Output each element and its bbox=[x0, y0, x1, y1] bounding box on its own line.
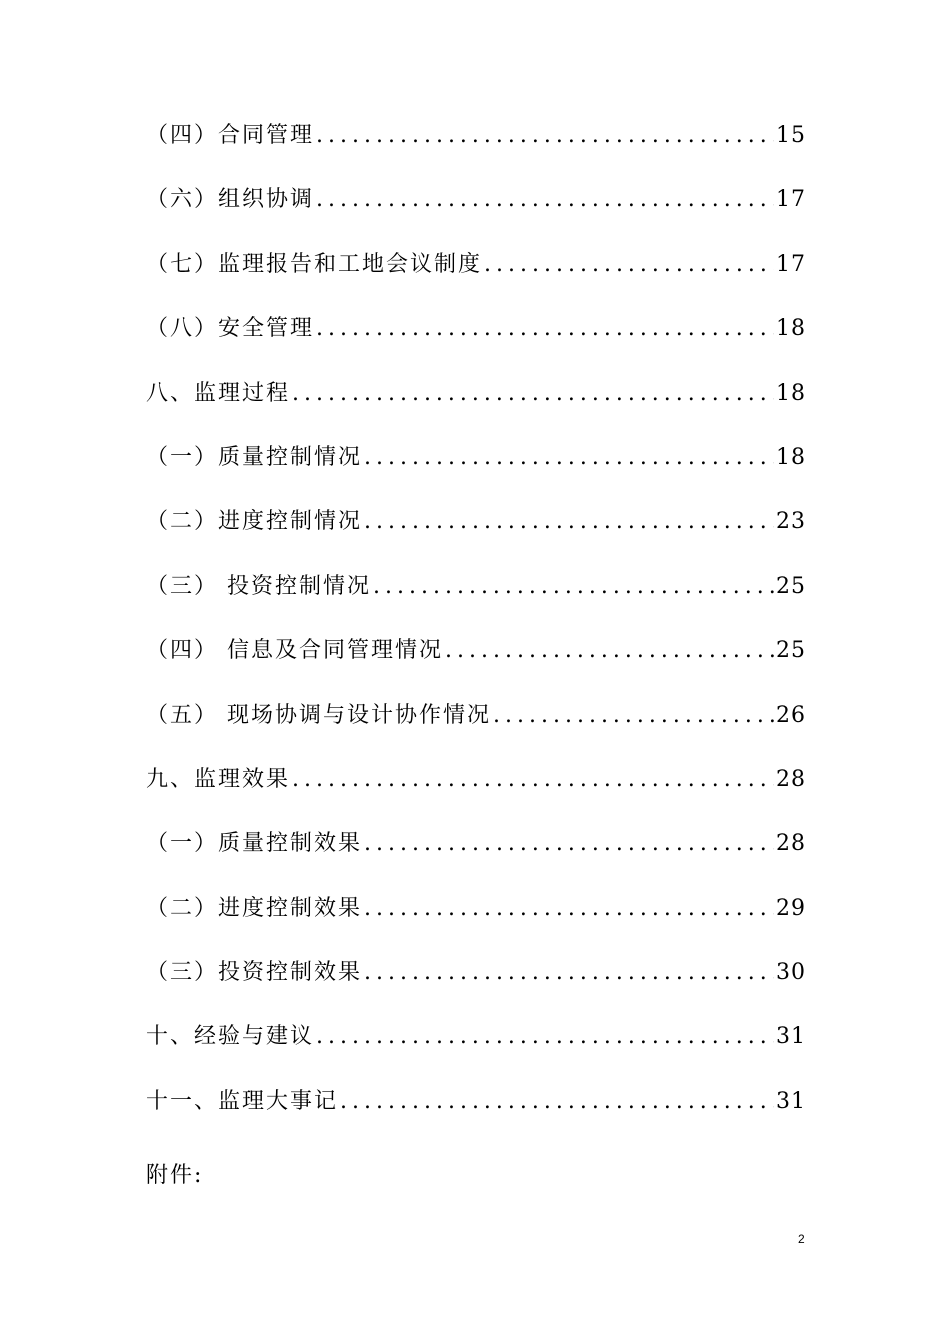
toc-dot-leader bbox=[316, 123, 774, 148]
toc-entry-page: 17 bbox=[776, 187, 806, 213]
toc-entry-title: （一）质量控制效果 bbox=[146, 831, 363, 857]
toc-entry-title: 九、监理效果 bbox=[146, 766, 291, 792]
toc-entry-page: 30 bbox=[776, 960, 806, 986]
toc-dot-leader bbox=[445, 638, 774, 663]
toc-entry-page: 31 bbox=[776, 1024, 806, 1050]
toc-entry[interactable] bbox=[146, 440, 806, 504]
toc-dot-leader bbox=[484, 252, 774, 277]
toc-entry[interactable] bbox=[146, 698, 806, 762]
toc-entry-title: （二）进度控制效果 bbox=[146, 895, 363, 921]
toc-entry-page: 18 bbox=[776, 316, 806, 342]
toc-entry[interactable] bbox=[146, 569, 806, 633]
toc-dot-leader bbox=[316, 1024, 774, 1049]
toc-entry[interactable] bbox=[146, 891, 806, 955]
toc-entry-title: （六）组织协调 bbox=[146, 187, 315, 213]
toc-entry[interactable] bbox=[146, 182, 806, 246]
toc-entry[interactable] bbox=[146, 762, 806, 826]
toc-entry-title: （四） 信息及合同管理情况 bbox=[146, 638, 443, 664]
page-number: 2 bbox=[798, 1232, 805, 1246]
toc-entry-title: （七）监理报告和工地会议制度 bbox=[146, 251, 483, 277]
toc-entry-title: 八、监理过程 bbox=[146, 380, 291, 406]
toc-entry-page: 15 bbox=[776, 123, 806, 148]
toc-entry-title: 十一、监理大事记 bbox=[146, 1088, 339, 1114]
toc-entry-page: 25 bbox=[776, 573, 806, 599]
toc-entry-page: 31 bbox=[776, 1088, 806, 1114]
toc-dot-leader bbox=[340, 1089, 774, 1114]
toc-entry-title: （二）进度控制情况 bbox=[146, 509, 363, 535]
toc-entry[interactable] bbox=[146, 1084, 806, 1148]
toc-entry[interactable] bbox=[146, 633, 806, 697]
toc-entry[interactable] bbox=[146, 826, 806, 890]
toc-dot-leader bbox=[316, 316, 774, 341]
toc-entry-title: （五） 现场协调与设计协作情况 bbox=[146, 702, 491, 728]
toc-entry-title: （一）质量控制情况 bbox=[146, 444, 363, 470]
toc-dot-leader bbox=[364, 509, 774, 534]
toc-entry-page: 25 bbox=[776, 638, 806, 664]
toc-entry-title: （四）合同管理 bbox=[146, 123, 315, 148]
toc-dot-leader bbox=[364, 960, 774, 985]
toc-dot-leader bbox=[364, 896, 774, 921]
toc-entry-title: （八）安全管理 bbox=[146, 316, 315, 342]
toc-entry[interactable] bbox=[146, 504, 806, 568]
toc-entry[interactable] bbox=[146, 311, 806, 375]
toc-entry[interactable] bbox=[146, 376, 806, 440]
toc-dot-leader bbox=[373, 574, 774, 599]
toc-entry-page: 26 bbox=[776, 702, 806, 728]
toc-dot-leader bbox=[292, 767, 774, 792]
toc-dot-leader bbox=[292, 381, 774, 406]
toc-entry-page: 28 bbox=[776, 831, 806, 857]
toc-entry[interactable] bbox=[146, 1019, 806, 1083]
toc-entry-page: 18 bbox=[776, 380, 806, 406]
table-of-contents bbox=[146, 118, 806, 1148]
appendix-label: 附件: bbox=[146, 1163, 204, 1188]
toc-entry-title: （三）投资控制效果 bbox=[146, 960, 363, 986]
toc-dot-leader bbox=[364, 445, 774, 470]
toc-entry-title: （三） 投资控制情况 bbox=[146, 573, 371, 599]
toc-entry[interactable] bbox=[146, 247, 806, 311]
toc-entry-page: 18 bbox=[776, 444, 806, 470]
toc-entry-page: 17 bbox=[776, 251, 806, 277]
toc-entry-page: 23 bbox=[776, 509, 806, 535]
toc-entry-page: 28 bbox=[776, 766, 806, 792]
toc-dot-leader bbox=[364, 831, 774, 856]
toc-dot-leader bbox=[493, 703, 774, 728]
toc-dot-leader bbox=[316, 187, 774, 212]
toc-entry[interactable] bbox=[146, 955, 806, 1019]
toc-entry[interactable] bbox=[146, 118, 806, 182]
toc-entry-page: 29 bbox=[776, 895, 806, 921]
toc-entry-title: 十、经验与建议 bbox=[146, 1024, 315, 1050]
